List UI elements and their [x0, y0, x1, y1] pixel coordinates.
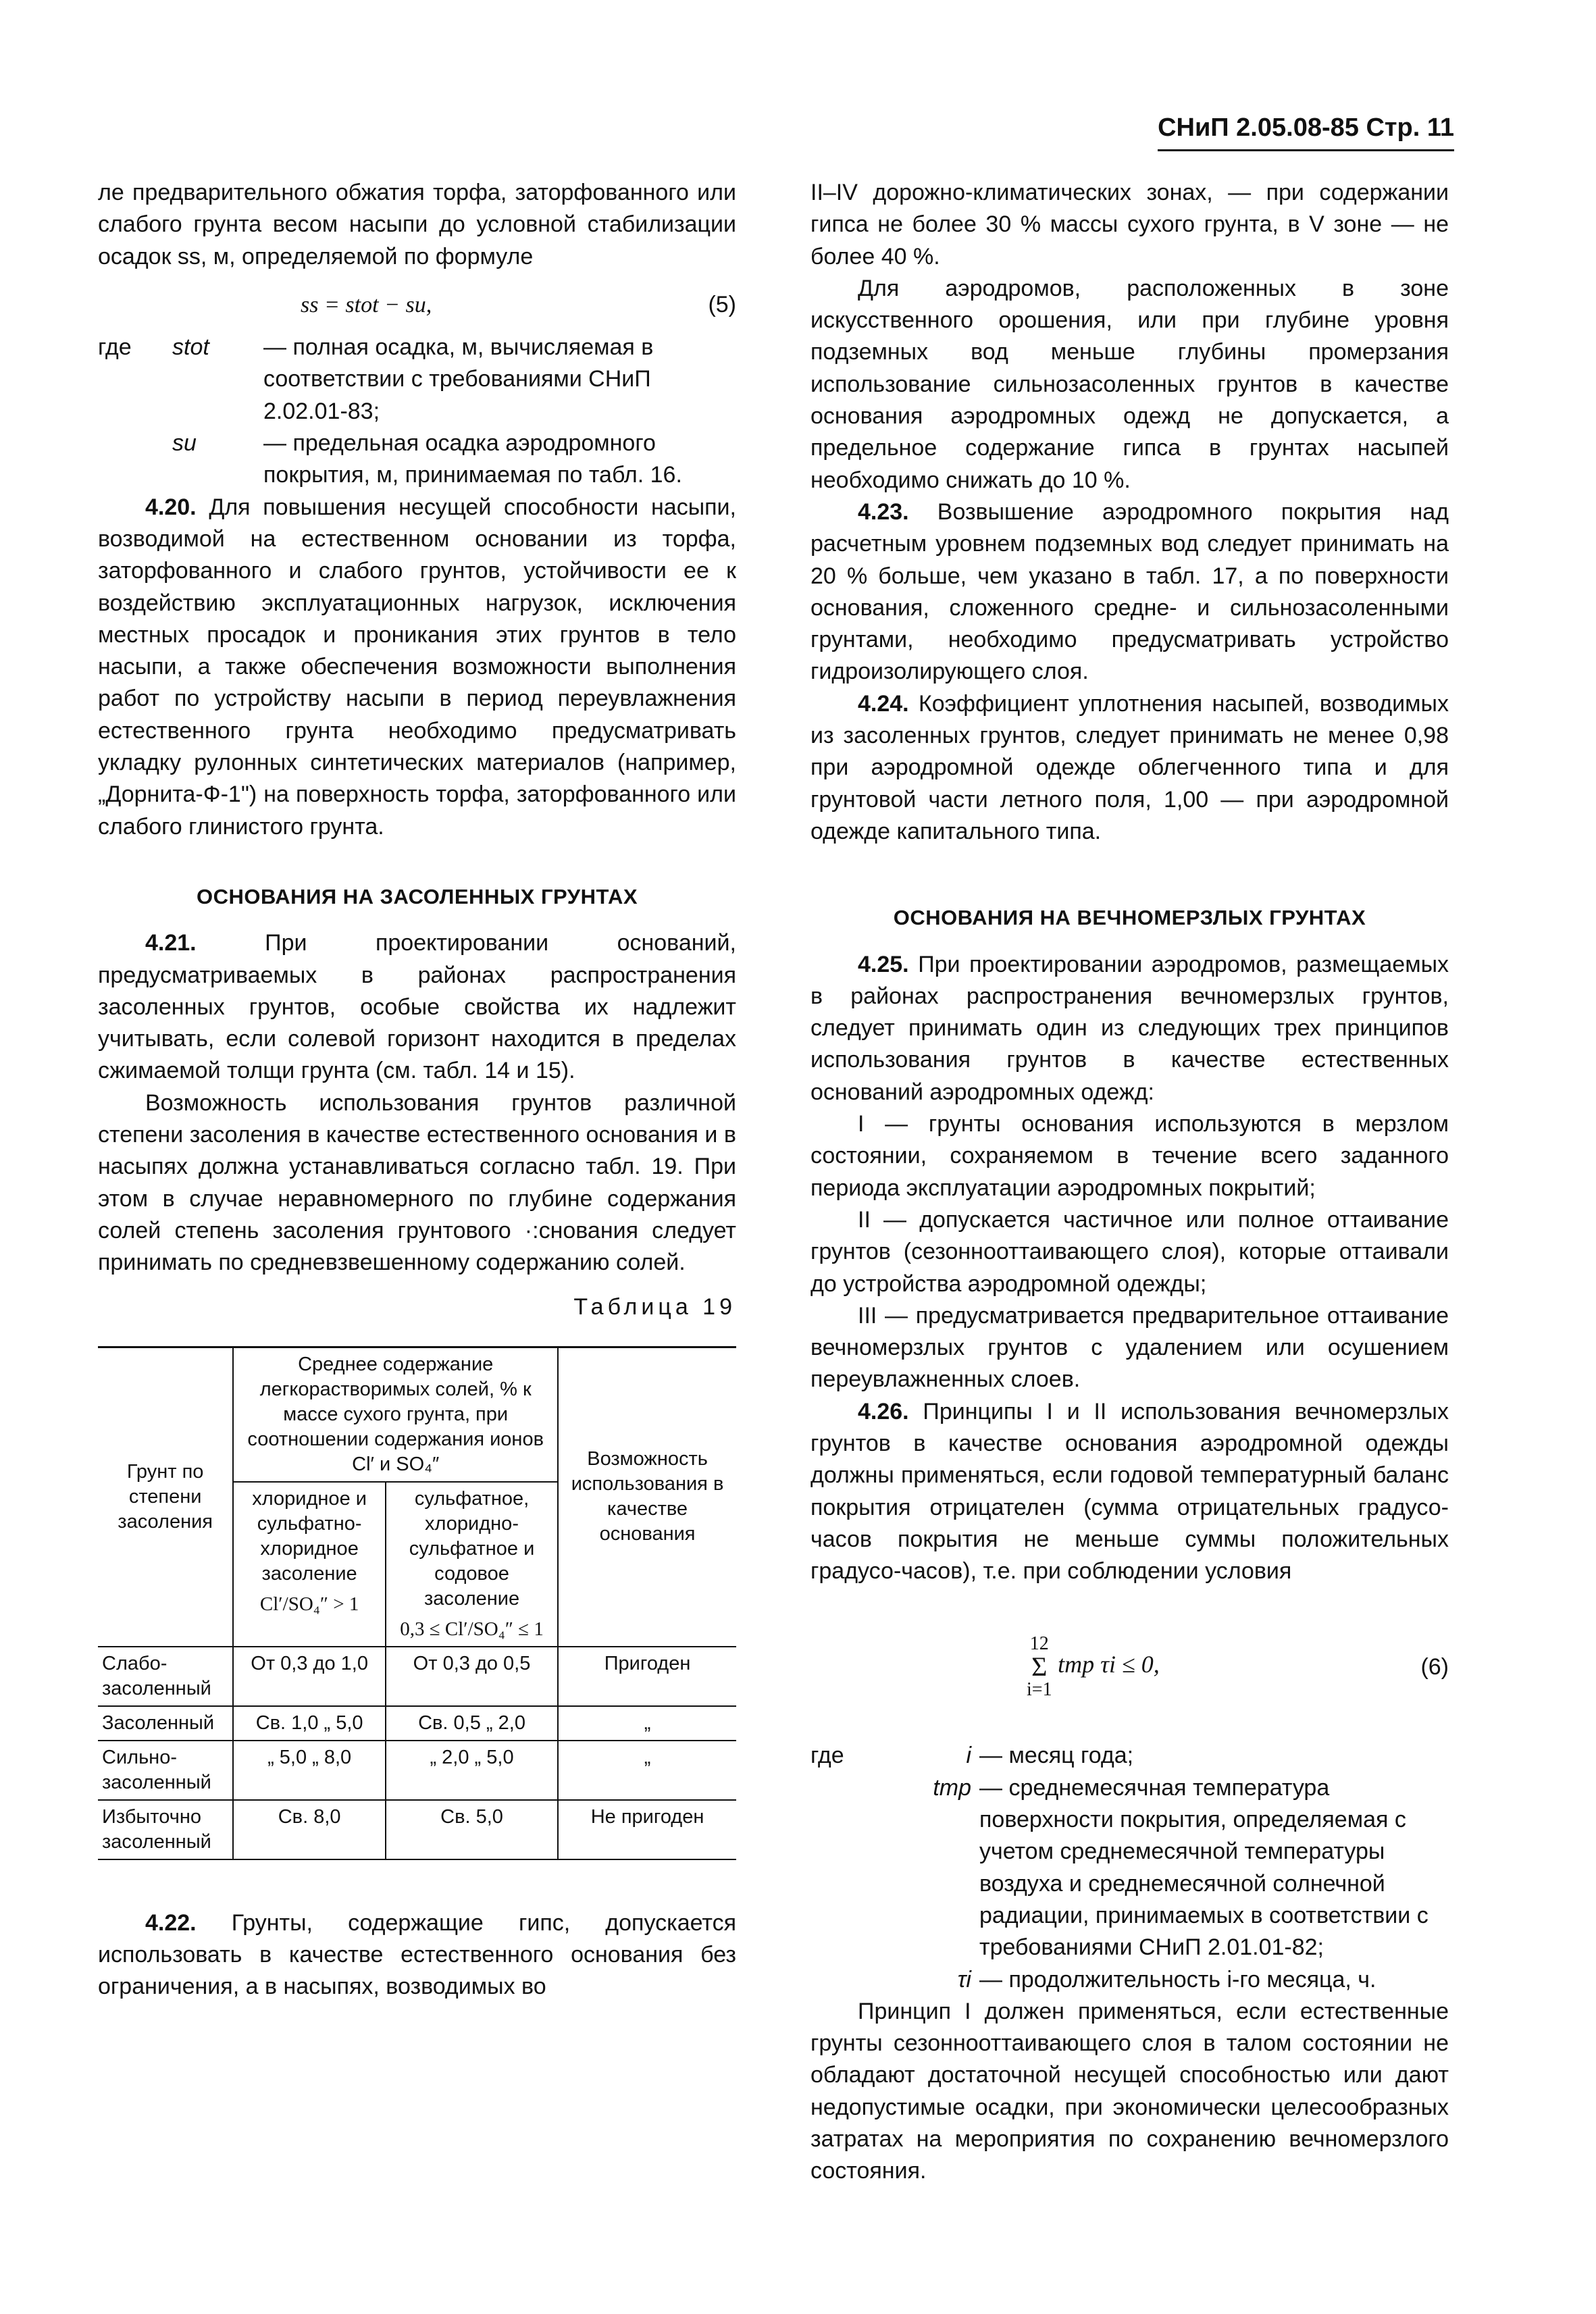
clause-number: 4.20. — [145, 494, 197, 520]
formula-5 — [98, 289, 736, 321]
right-column — [810, 177, 1449, 2188]
symbol: i — [966, 1743, 971, 1769]
table-caption: Таблица 19 — [573, 1293, 736, 1320]
paragraph-4-20 — [98, 492, 736, 843]
table-19 — [98, 1346, 736, 1860]
header-sulfate-text: сульфатное, хлоридно-сульфатное и содовое засоление — [409, 1487, 535, 1610]
paragraph: Возможность использования грунтов различной степени засоления в качестве естественного основания и в насыпях должна устанавливаться согласно табл. 19. При этом в случае неравномерного по глубине содержания солей степень засоления грунтового ·:снования следует принимать по средневзвешенному содержанию солей. — [98, 1089, 736, 1276]
clause-number: 4.24. — [858, 690, 909, 717]
symbol: stot — [172, 334, 209, 361]
clause-text: Принципы I и II использования вечномерзлых грунтов в качестве основания аэродромной одежды должны применяться, если годовой температурный баланс покрытия отрицателен (сумма отрицательных градусо-часов покрытия не меньше суммы положительных градусо-часов), т.е. при соблюдении условия — [810, 1398, 1449, 1585]
section-heading: ОСНОВАНИЯ НА ВЕЧНОМЕРЗЛЫХ ГРУНТАХ — [893, 906, 1366, 930]
cell-usage: Не пригоден — [558, 1800, 736, 1859]
sigma-symbol: Σ — [1031, 1651, 1048, 1682]
cell-usage: „ — [558, 1706, 736, 1741]
cell-chloride: Св. 8,0 — [233, 1800, 386, 1859]
left-column — [98, 177, 736, 2003]
cell-chloride: Св. 1,0 „ 5,0 — [233, 1706, 386, 1741]
definition: — продолжительность i-го месяца, ч. — [979, 1966, 1376, 1992]
cell-usage: „ — [558, 1741, 736, 1800]
definition: — полная осадка, м, вычисляемая в соответствии с требованиями СНиП 2.02.01-83; — [263, 334, 654, 424]
definition: — месяц года; — [979, 1743, 1134, 1769]
section-heading: ОСНОВАНИЯ НА ЗАСОЛЕННЫХ ГРУНТАХ — [196, 884, 638, 908]
clause-text: При проектировании аэродромов, размещаемых в районах распространения вечномерзлых грунтов, следует принимать один из следующих трех принципов использования грунтов в качестве естественных оснований аэродромных одежд: — [810, 951, 1449, 1105]
paragraph-4-23 — [810, 496, 1449, 688]
where-list — [810, 1740, 1449, 1995]
paragraph-4-21 — [98, 927, 736, 1087]
clause-number: 4.25. — [858, 951, 909, 977]
formula-body: tmp τi ≤ 0, — [1058, 1651, 1160, 1678]
cell-sulfate: Св. 5,0 — [386, 1800, 558, 1859]
clause-number: 4.26. — [858, 1398, 909, 1424]
where-word: где — [810, 1743, 844, 1769]
principle-1: I — грунты основания используются в мерзлом состоянии, сохраняемом в течение всего заданного периода эксплуатации аэродромных покрытий; — [810, 1111, 1449, 1201]
sum-operator — [1027, 1635, 1052, 1699]
paragraph: ле предварительного обжатия торфа, заторфованного или слабого грунта весом насыпи до условной стабилизации осадок ss, м, определяемой по формуле — [98, 180, 736, 269]
header-sulfate — [386, 1482, 558, 1647]
clause-number: 4.21. — [145, 930, 197, 956]
definition: — предельная осадка аэродромного покрытия, м, принимаемая по табл. 16. — [263, 430, 682, 488]
formula-6 — [810, 1635, 1449, 1699]
paragraph-4-24 — [810, 688, 1449, 848]
sum-upper-limit: 12 — [1029, 1633, 1049, 1655]
header-chloride — [233, 1482, 386, 1647]
principle-2: II — допускается частичное или полное оттаивание грунтов (сезоннооттаивающего слоя), которые оттаивали до устройства аэродромной одежды; — [810, 1206, 1449, 1297]
cell-soil: Избыточно засоленный — [98, 1800, 233, 1859]
definition: — среднемесячная температура поверхности покрытия, определяемая с учетом среднемесячной температуры воздуха и среднемесячной солнечной радиации, принимаемых в соответствии с требованиями СНиП 2.01.01-82; — [979, 1774, 1428, 1961]
formula-expression — [1027, 1635, 1160, 1699]
table-row — [98, 1706, 736, 1741]
cell-chloride: „ 5,0 „ 8,0 — [233, 1741, 386, 1800]
paragraph: Для аэродромов, расположенных в зоне искусственного орошения, или при глубине уровня подземных вод меньше глубины промерзания использование сильнозасоленных грунтов в качестве основания аэродромных одежд не допускается, а предельное содержание гипса в грунтах насыпей необходимо снижать до 10 %. — [810, 275, 1449, 493]
symbol: τi — [957, 1966, 971, 1992]
header-chloride-ratio: Cl′/SO₄″ > 1 — [259, 1593, 359, 1615]
paragraph: Принцип I должен применяться, если естественные грунты сезоннооттаивающего слоя в талом состоянии не обладают достаточной несущей способностью или дают недопустимые осадки, при экономически целесообразных затратах на мероприятия по сохранению вечномерзлого состояния. — [810, 1998, 1449, 2184]
header-average-content: Среднее содержание легкорастворимых солей, % к массе сухого грунта, при соотношении содержания ионов Cl′ и SO₄″ — [233, 1347, 558, 1482]
cell-soil: Слабо-засоленный — [98, 1647, 233, 1706]
where-list — [98, 332, 736, 491]
cell-sulfate: „ 2,0 „ 5,0 — [386, 1741, 558, 1800]
clause-number: 4.22. — [145, 1909, 197, 1936]
cell-sulfate: От 0,3 до 0,5 — [386, 1647, 558, 1706]
header-sulfate-ratio: 0,3 ≤ Cl′/SO₄″ ≤ 1 — [400, 1618, 544, 1640]
formula-number: (6) — [1420, 1653, 1449, 1680]
table-row — [98, 1647, 736, 1706]
header-usage: Возможность использования в качестве основания — [558, 1347, 736, 1647]
cell-sulfate: Св. 0,5 „ 2,0 — [386, 1706, 558, 1741]
clause-text: Грунты, содержащие гипс, допускается использовать в качестве естественного основания без ограничения, а в насыпях, возводимых во — [98, 1909, 736, 2000]
cell-chloride: От 0,3 до 1,0 — [233, 1647, 386, 1706]
paragraph-4-22 — [98, 1907, 736, 2003]
header-chloride-text: хлоридное и сульфатно-хлоридное засоление — [252, 1487, 367, 1585]
clause-text: Коэффициент уплотнения насыпей, возводимых из засоленных грунтов, следует принимать не менее 0,98 при аэродромной одежде облегченного типа и для грунтовой части летного поля, 1,00 — при аэродромной одежде капитального типа. — [810, 690, 1449, 844]
symbol: tmp — [933, 1774, 971, 1801]
cell-soil: Засоленный — [98, 1706, 233, 1741]
page-header: СНиП 2.05.08-85 Стр. 11 — [1158, 113, 1454, 151]
clause-text: При проектировании оснований, предусматриваемых в районах распространения засоленных грунтов, особые свойства их надлежит учитывать, если солевой горизонт находится в пределах сжимаемой толщи грунта (см. табл. 14 и 15). — [98, 930, 736, 1084]
table-row — [98, 1800, 736, 1859]
paragraph-4-25 — [810, 949, 1449, 1108]
cell-usage: Пригоден — [558, 1647, 736, 1706]
clause-number: 4.23. — [858, 498, 909, 525]
table-row — [98, 1741, 736, 1800]
sum-lower-limit: i=1 — [1027, 1679, 1052, 1701]
clause-text: Возвышение аэродромного покрытия над расчетным уровнем подземных вод следует принимать на 20 % больше, чем указано в табл. 17, а по поверхности основания, сложенного средне- и сильнозасоленными грунтами, необходимо предусматривать устройство гидроизолирующего слоя. — [810, 498, 1449, 685]
header-soil: Грунт по степени засоления — [98, 1347, 233, 1647]
paragraph: II–IV дорожно-климатических зонах, — при содержании гипса не более 30 % массы сухого грунта, в V зоне — не более 40 %. — [810, 180, 1449, 269]
cell-soil: Сильно-засоленный — [98, 1741, 233, 1800]
principle-3: III — предусматривается предварительное оттаивание вечномерзлых грунтов с удалением или осушением переувлажненных слоев. — [810, 1302, 1449, 1393]
formula-number: (5) — [708, 291, 736, 317]
clause-text: Для повышения несущей способности насыпи, возводимой на естественном основании из торфа, заторфованного и слабого грунтов, устойчивости ее к воздействию эксплуатационных нагрузок, исключения местных просадок и проникания этих грунтов в тело насыпи, а также обеспечения возможности выполнения работ по устройству насыпи в период переувлажнения естественного грунта необходимо предусматривать укладку рулонных синтетических материалов (например, „Дорнита-Ф-1ʺ) на поверхность торфа, заторфованного или слабого глинистого грунта. — [98, 494, 736, 840]
paragraph-4-26 — [810, 1396, 1449, 1588]
where-word: где — [98, 334, 132, 361]
formula-expression: ss = stot − su, — [301, 292, 432, 317]
symbol: su — [172, 430, 197, 457]
